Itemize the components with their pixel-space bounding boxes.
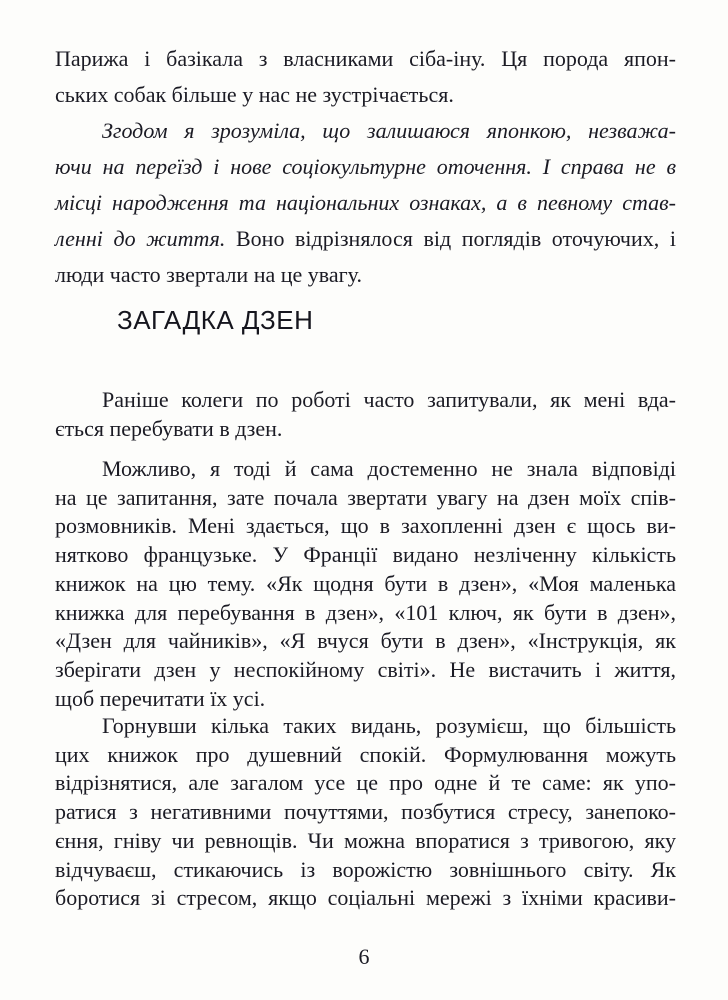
paragraph-books bbox=[55, 455, 676, 713]
text-line: люди часто звертали на це увагу. bbox=[55, 262, 362, 287]
text-line: боротися зі стресом, якщо соціальні мережі з їхніми красиви- bbox=[55, 885, 676, 911]
text-line: відчуваєш, стикаючись із ворожістю зовнішнього світу. Як bbox=[55, 856, 676, 882]
text-line: на це запитання, зате почала звертати увагу на дзен моїх спів- bbox=[55, 484, 676, 510]
text-line: Згодом я зрозуміла, що залишаюся японкою, незважа- bbox=[102, 118, 676, 143]
text-line: книжка для перебування в дзен», «101 ключ, як бути в дзен», bbox=[55, 599, 676, 625]
text-line: розмовників. Мені здається, що в захопленні дзен є щось ви- bbox=[55, 513, 676, 539]
quote-regular-run: Воно відрізнялося від поглядів оточуючих, і bbox=[225, 226, 676, 251]
paragraph-continuation bbox=[55, 41, 676, 113]
paragraph-quote bbox=[55, 113, 676, 293]
text-line: «Дзен для чайників», «Я вчуся бути в дзен», «Інструкція, як bbox=[55, 628, 676, 654]
text-line: книжок на цю тему. «Як щодня бути в дзен», «Моя маленька bbox=[55, 570, 676, 596]
text-line: місці народження та національних ознаках, а в певному став- bbox=[55, 190, 676, 215]
text-line: Парижа і базікала з власниками сіба-іну. Ця порода япон- bbox=[55, 46, 676, 71]
text-line: відрізнятися, але загалом усе це про одне й те саме: як упо- bbox=[55, 770, 676, 796]
paragraph-zen-question bbox=[55, 386, 676, 443]
text-line: ється перебувати в дзен. bbox=[55, 415, 283, 441]
text-line: щоб перечитати їх усі. bbox=[55, 685, 266, 711]
text-line: єння, гніву чи ревнощів. Чи можна впоратися з тривогою, яку bbox=[55, 827, 676, 853]
paragraph-themes bbox=[55, 712, 676, 913]
page-number: 6 bbox=[358, 944, 370, 969]
text-line: нятково французьке. У Франції видано незліченну кількість bbox=[55, 542, 676, 568]
text-line: Раніше колеги по роботі часто запитували, як мені вда- bbox=[102, 387, 676, 412]
text-line: цих книжок про душевний спокій. Формулювання можуть bbox=[55, 741, 676, 767]
text-line: ючи на переїзд і нове соціокультурне оточення. І справа не в bbox=[55, 154, 676, 179]
text-line: ських собак більше у нас не зустрічається. bbox=[55, 82, 454, 107]
text-line: зберігати дзен у неспокійному світі». Не вистачить і життя, bbox=[55, 656, 676, 682]
text-line: ратися з негативними почуттями, позбутися стресу, занепоко- bbox=[55, 799, 676, 825]
text-line bbox=[55, 221, 676, 257]
text-line: Можливо, я тоді й сама достеменно не знала відповіді bbox=[102, 456, 676, 481]
section-heading: ЗАГАДКА ДЗЕН bbox=[117, 305, 314, 335]
text-line: Горнувши кілька таких видань, розумієш, що більшість bbox=[102, 713, 676, 738]
quote-italic-run: ленні до життя. bbox=[55, 226, 226, 251]
